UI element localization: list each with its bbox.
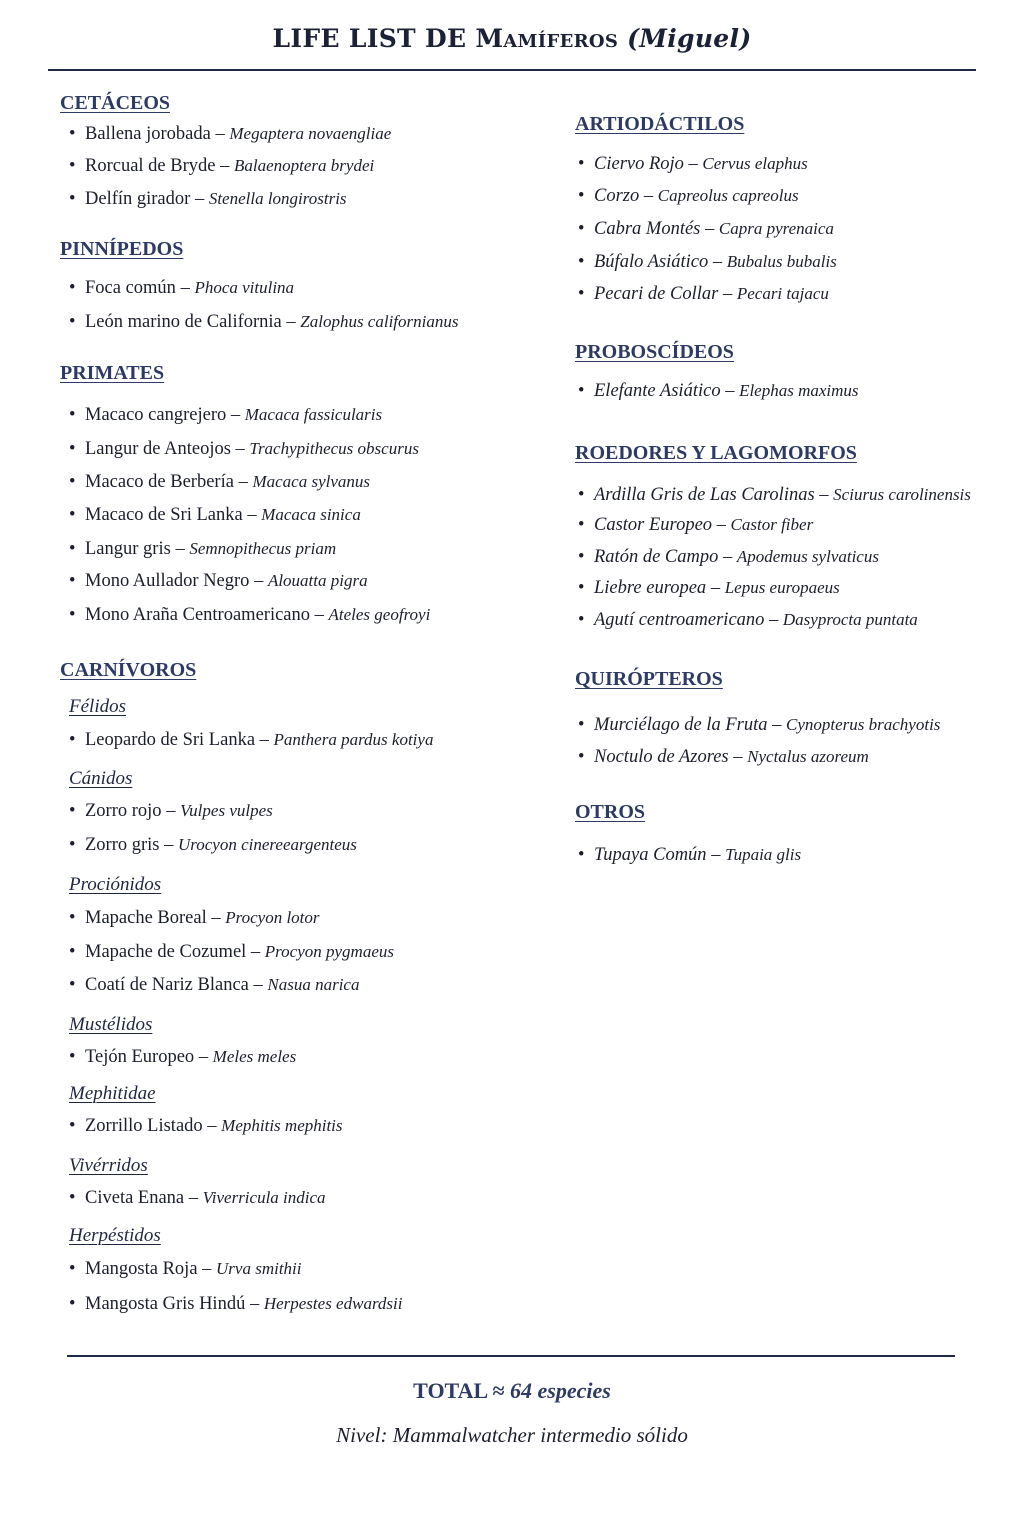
species-item — [578, 186, 799, 207]
section-heading: PRIMATES — [60, 362, 165, 384]
scientific-name: Macaca sinica — [261, 505, 361, 524]
common-name: Mapache de Cozumel — [85, 942, 247, 962]
bullet-icon: • — [69, 156, 76, 176]
name-separator: – — [197, 1259, 217, 1279]
species-item — [69, 505, 361, 526]
page-title — [0, 24, 1024, 53]
name-separator: – — [706, 845, 726, 865]
section-heading: QUIRÓPTEROS — [575, 668, 723, 690]
scientific-name: Sciurus carolinensis — [833, 485, 971, 504]
name-separator: – — [706, 578, 725, 598]
bullet-icon: • — [578, 578, 585, 598]
scientific-name: Mephitis mephitis — [221, 1116, 343, 1135]
scientific-name: Balaenoptera brydei — [234, 156, 375, 175]
scientific-name: Macaca fassicularis — [244, 405, 383, 424]
common-name: Tupaya Común — [594, 845, 707, 865]
bullet-icon: • — [578, 610, 585, 630]
bullet-icon: • — [578, 485, 585, 505]
subsection-heading: Herpéstidos — [69, 1225, 161, 1246]
species-item — [69, 1047, 296, 1068]
species-item — [69, 908, 320, 929]
section-heading: PROBOSCÍDEOS — [575, 341, 734, 363]
species-item — [69, 835, 357, 856]
species-item — [69, 730, 433, 751]
species-item — [69, 124, 391, 145]
species-item — [69, 1294, 403, 1315]
scientific-name: Urocyon cinereeargenteus — [178, 835, 357, 854]
name-separator: – — [159, 835, 178, 855]
common-name: Búfalo Asiático — [594, 252, 709, 272]
scientific-name: Vulpes vulpes — [180, 801, 273, 820]
name-separator: – — [639, 186, 658, 206]
species-item — [69, 801, 273, 822]
bullet-icon: • — [578, 186, 585, 206]
name-separator: – — [767, 715, 786, 735]
title-owner: (Miguel) — [627, 24, 752, 53]
common-name: Coatí de Nariz Blanca — [85, 975, 249, 995]
name-separator: – — [718, 547, 737, 567]
species-item — [69, 189, 347, 210]
name-separator: – — [245, 1294, 264, 1314]
bullet-icon: • — [578, 252, 585, 272]
bullet-icon: • — [69, 278, 76, 298]
bullet-icon: • — [69, 189, 76, 209]
species-item — [578, 610, 918, 631]
common-name: Langur de Anteojos — [85, 439, 231, 459]
scientific-name: Castor fiber — [730, 515, 814, 534]
common-name: Tejón Europeo — [85, 1047, 195, 1067]
scientific-name: Apodemus sylvaticus — [736, 547, 879, 566]
species-item — [578, 252, 837, 273]
common-name: Zorro rojo — [85, 801, 162, 821]
scientific-name: Panthera pardus kotiya — [273, 730, 434, 749]
name-separator: – — [184, 1188, 203, 1208]
scientific-name: Nasua narica — [267, 975, 360, 994]
species-item — [69, 439, 419, 460]
common-name: León marino de California — [85, 312, 282, 332]
common-name: Delfín girador — [85, 189, 191, 209]
name-separator: – — [170, 539, 190, 559]
bullet-icon: • — [69, 942, 76, 962]
bullet-icon: • — [69, 539, 76, 559]
common-name: Castor Europeo — [594, 515, 713, 535]
bullet-icon: • — [69, 505, 76, 525]
species-item — [69, 942, 394, 963]
bullet-icon: • — [578, 845, 585, 865]
scientific-name: Stenella longirostris — [208, 189, 347, 208]
scientific-name: Lepus europaeus — [724, 578, 840, 597]
common-name: Langur gris — [85, 539, 171, 559]
species-item — [69, 1116, 343, 1137]
species-item — [578, 547, 879, 568]
scientific-name: Procyon lotor — [225, 908, 320, 927]
subsection-heading: Cánidos — [69, 768, 133, 789]
bottom-divider — [67, 1355, 955, 1357]
name-separator: – — [764, 610, 783, 630]
scientific-name: Trachypithecus obscurus — [249, 439, 419, 458]
name-separator: – — [712, 515, 731, 535]
scientific-name: Tupaia glis — [725, 845, 802, 864]
bullet-icon: • — [578, 381, 585, 401]
scientific-name: Urva smithii — [216, 1259, 302, 1278]
species-item — [578, 515, 813, 536]
species-item — [578, 845, 801, 866]
bullet-icon: • — [69, 835, 76, 855]
scientific-name: Capra pyrenaica — [718, 219, 834, 238]
bullet-icon: • — [69, 801, 76, 821]
name-separator: – — [814, 485, 834, 505]
scientific-name: Cervus elaphus — [702, 154, 808, 173]
total-value: 64 especies — [510, 1378, 611, 1403]
common-name: Mangosta Gris Hindú — [85, 1294, 246, 1314]
common-name: Murciélago de la Fruta — [594, 715, 768, 735]
common-name: Noctulo de Azores — [594, 747, 729, 767]
scientific-name: Nyctalus azoreum — [747, 747, 869, 766]
name-separator: – — [683, 154, 703, 174]
common-name: Civeta Enana — [85, 1188, 185, 1208]
species-item — [69, 278, 294, 299]
bullet-icon: • — [69, 472, 76, 492]
common-name: Pecari de Collar — [594, 284, 719, 304]
subsection-heading: Mephitidae — [69, 1083, 156, 1104]
common-name: Zorro gris — [85, 835, 160, 855]
scientific-name: Alouatta pigra — [267, 571, 368, 590]
bullet-icon: • — [69, 439, 76, 459]
species-item — [578, 284, 829, 305]
species-item — [69, 405, 382, 426]
common-name: Ciervo Rojo — [594, 154, 684, 174]
name-separator: – — [246, 942, 265, 962]
scientific-name: Meles meles — [212, 1047, 297, 1066]
common-name: Liebre europea — [594, 578, 707, 598]
common-name: Mono Araña Centroamericano — [85, 605, 311, 625]
total-label: TOTAL ≈ — [413, 1378, 511, 1403]
name-separator: – — [161, 801, 181, 821]
scientific-name: Cynopterus brachyotis — [786, 715, 941, 734]
section-heading: OTROS — [575, 801, 646, 823]
title-prefix: LIFE LIST DE — [272, 24, 476, 53]
name-separator: – — [728, 747, 748, 767]
species-item — [69, 156, 374, 177]
species-item — [69, 605, 430, 626]
bullet-icon: • — [69, 1047, 76, 1067]
bullet-icon: • — [578, 284, 585, 304]
common-name: Mangosta Roja — [85, 1259, 198, 1279]
section-heading: ROEDORES Y LAGOMORFOS — [575, 442, 857, 464]
species-item — [578, 219, 834, 240]
common-name: Ardilla Gris de Las Carolinas — [594, 485, 815, 505]
bullet-icon: • — [69, 1259, 76, 1279]
name-separator: – — [248, 975, 268, 995]
bullet-icon: • — [578, 747, 585, 767]
species-item — [69, 1188, 326, 1209]
scientific-name: Phoca vitulina — [194, 278, 295, 297]
common-name: Agutí centroamericano — [594, 610, 765, 630]
bullet-icon: • — [69, 908, 76, 928]
name-separator: – — [310, 605, 329, 625]
species-item — [69, 975, 359, 996]
name-separator: – — [233, 472, 253, 492]
species-item — [69, 312, 458, 333]
title-mamiferos: Mamíferos — [475, 24, 619, 53]
scientific-name: Elephas maximus — [739, 381, 859, 400]
bullet-icon: • — [578, 547, 585, 567]
name-separator: – — [242, 505, 262, 525]
name-separator: – — [210, 124, 230, 144]
section-heading: CARNÍVOROS — [60, 659, 197, 681]
total-count — [0, 1378, 1024, 1404]
common-name: Mono Aullador Negro — [85, 571, 250, 591]
scientific-name: Bubalus bubalis — [726, 252, 837, 271]
name-separator: – — [708, 252, 727, 272]
common-name: Macaco de Berbería — [85, 472, 234, 492]
name-separator: – — [720, 381, 740, 401]
species-item — [69, 1259, 302, 1280]
name-separator: – — [190, 189, 209, 209]
common-name: Macaco de Sri Lanka — [85, 505, 243, 525]
scientific-name: Pecari tajacu — [736, 284, 829, 303]
name-separator: – — [194, 1047, 213, 1067]
bullet-icon: • — [69, 1188, 76, 1208]
common-name: Leopardo de Sri Lanka — [85, 730, 256, 750]
bullet-icon: • — [69, 312, 76, 332]
subsection-heading: Mustélidos — [69, 1014, 153, 1035]
species-item — [69, 539, 336, 560]
scientific-name: Megaptera novaengliae — [229, 124, 392, 143]
bullet-icon: • — [69, 124, 76, 144]
common-name: Ballena jorobada — [85, 124, 211, 144]
level-text: Nivel: Mammalwatcher intermedio sólido — [336, 1423, 688, 1447]
section-heading: PINNÍPEDOS — [60, 238, 184, 260]
section-heading: CETÁCEOS — [60, 92, 171, 114]
common-name: Cabra Montés — [594, 219, 701, 239]
species-item — [69, 571, 368, 592]
name-separator: – — [230, 439, 250, 459]
name-separator: – — [226, 405, 245, 425]
bullet-icon: • — [69, 405, 76, 425]
name-separator: – — [255, 730, 274, 750]
common-name: Corzo — [594, 186, 640, 206]
section-heading: ARTIODÁCTILOS — [575, 113, 745, 135]
bullet-icon: • — [69, 975, 76, 995]
scientific-name: Macaca sylvanus — [252, 472, 371, 491]
common-name: Elefante Asiático — [594, 381, 721, 401]
bullet-icon: • — [69, 1116, 76, 1136]
bullet-icon: • — [578, 219, 585, 239]
bullet-icon: • — [69, 1294, 76, 1314]
bullet-icon: • — [578, 715, 585, 735]
bullet-icon: • — [69, 730, 76, 750]
bullet-icon: • — [69, 605, 76, 625]
subsection-heading: Prociónidos — [69, 874, 162, 895]
common-name: Ratón de Campo — [594, 547, 719, 567]
species-item — [578, 578, 840, 599]
scientific-name: Dasyprocta puntata — [782, 610, 918, 629]
common-name: Mapache Boreal — [85, 908, 207, 928]
subsection-heading: Vivérridos — [69, 1155, 148, 1176]
name-separator: – — [206, 908, 226, 928]
name-separator: – — [249, 571, 268, 591]
scientific-name: Semnopithecus priam — [189, 539, 337, 558]
name-separator: – — [215, 156, 234, 176]
scientific-name: Zalophus californianus — [300, 312, 459, 331]
name-separator: – — [281, 312, 301, 332]
scientific-name: Viverricula indica — [202, 1188, 326, 1207]
name-separator: – — [700, 219, 719, 239]
common-name: Macaco cangrejero — [85, 405, 227, 425]
species-item — [578, 154, 808, 175]
bullet-icon: • — [69, 571, 76, 591]
scientific-name: Procyon pygmaeus — [264, 942, 394, 961]
species-item — [578, 747, 869, 768]
name-separator: – — [202, 1116, 222, 1136]
common-name: Zorrillo Listado — [85, 1116, 203, 1136]
scientific-name: Herpestes edwardsii — [263, 1294, 403, 1313]
bullet-icon: • — [578, 515, 585, 535]
species-item — [578, 715, 940, 736]
scientific-name: Ateles geofroyi — [328, 605, 431, 624]
subsection-heading: Félidos — [69, 696, 126, 717]
species-item — [578, 381, 859, 402]
common-name: Foca común — [85, 278, 176, 298]
top-divider — [48, 69, 976, 71]
species-item — [578, 485, 971, 506]
bullet-icon: • — [578, 154, 585, 174]
species-item — [69, 472, 370, 493]
common-name: Rorcual de Bryde — [85, 156, 216, 176]
name-separator: – — [718, 284, 737, 304]
scientific-name: Capreolus capreolus — [657, 186, 799, 205]
name-separator: – — [175, 278, 195, 298]
